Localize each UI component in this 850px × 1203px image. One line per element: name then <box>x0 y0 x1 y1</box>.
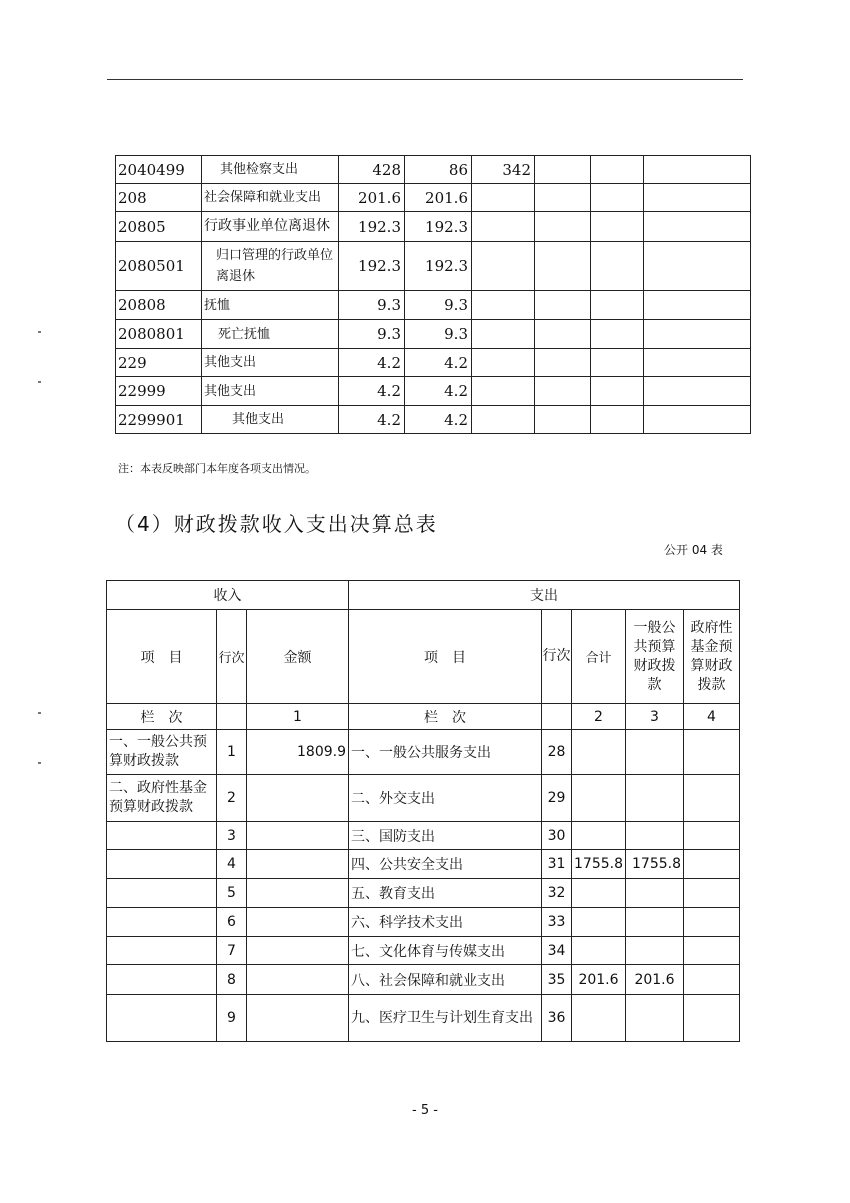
col-item: 项 目 <box>107 610 217 704</box>
expense-general <box>626 879 684 908</box>
income-rowno: 4 <box>217 850 247 879</box>
row-value-3 <box>472 377 535 406</box>
row-value-2: 9.3 <box>405 291 472 320</box>
row-value-3 <box>472 212 535 242</box>
column-index: 1 <box>247 704 349 730</box>
empty-cell <box>591 320 644 349</box>
row-value-2: 192.3 <box>405 242 472 291</box>
empty-cell <box>535 184 591 212</box>
income-item <box>107 937 217 965</box>
table-row <box>107 908 740 937</box>
col-rowno2: 行次 <box>542 610 572 704</box>
empty-cell <box>591 349 644 377</box>
income-amount <box>247 879 349 908</box>
expense-fund <box>684 730 740 775</box>
table-row <box>107 995 740 1042</box>
empty-cell <box>535 156 591 184</box>
page-number: - 5 - <box>412 1103 438 1118</box>
column-index: 2 <box>572 704 626 730</box>
expense-rowno: 31 <box>542 850 572 879</box>
expense-fund <box>684 850 740 879</box>
expense-fund <box>684 965 740 995</box>
row-value-1: 201.6 <box>339 184 405 212</box>
expenditure-detail-table <box>115 155 751 434</box>
table-row <box>116 406 751 434</box>
expense-general <box>626 937 684 965</box>
row-value-2: 201.6 <box>405 184 472 212</box>
expense-fund <box>684 937 740 965</box>
row-value-1: 4.2 <box>339 406 405 434</box>
header-row <box>107 581 740 610</box>
fiscal-appropriation-summary-table <box>106 580 740 1042</box>
income-item <box>107 995 217 1042</box>
expense-general <box>626 775 684 822</box>
header-row <box>107 610 740 704</box>
row-value-2: 4.2 <box>405 406 472 434</box>
table-row <box>116 242 751 291</box>
income-rowno: 9 <box>217 995 247 1042</box>
row-value-1: 192.3 <box>339 212 405 242</box>
col-general-budget: 一般公共预算财政拨款 <box>626 610 684 704</box>
row-value-1: 9.3 <box>339 320 405 349</box>
empty-cell <box>535 377 591 406</box>
expense-general <box>626 730 684 775</box>
row-value-1: 4.2 <box>339 377 405 406</box>
income-item <box>107 965 217 995</box>
row-value-3 <box>472 184 535 212</box>
table-note: 注：本表反映部门本年度各项支出情况。 <box>118 462 316 475</box>
row-value-1: 4.2 <box>339 349 405 377</box>
income-amount <box>247 908 349 937</box>
income-amount <box>247 995 349 1042</box>
expense-item: 三、国防支出 <box>349 822 542 850</box>
section-title: （4）财政拨款收入支出决算总表 <box>115 512 438 536</box>
table-row <box>107 937 740 965</box>
row-name: 社会保障和就业支出 <box>202 184 339 212</box>
row-value-3 <box>472 291 535 320</box>
income-rowno: 1 <box>217 730 247 775</box>
table-row <box>116 349 751 377</box>
scan-speck <box>38 381 41 383</box>
expense-item: 九、医疗卫生与计划生育支出 <box>349 995 542 1042</box>
income-rowno: 6 <box>217 908 247 937</box>
expense-general <box>626 822 684 850</box>
expense-item: 二、外交支出 <box>349 775 542 822</box>
empty-cell <box>591 291 644 320</box>
expense-item: 四、公共安全支出 <box>349 850 542 879</box>
income-header: 收入 <box>107 581 349 610</box>
income-rowno: 3 <box>217 822 247 850</box>
expense-general: 201.6 <box>626 965 684 995</box>
income-rowno: 2 <box>217 775 247 822</box>
scan-speck <box>38 762 41 764</box>
row-name: 归口管理的行政单位离退休 <box>202 242 339 291</box>
empty-cell <box>535 242 591 291</box>
table-row <box>116 377 751 406</box>
row-value-1: 192.3 <box>339 242 405 291</box>
row-code: 20805 <box>116 212 202 242</box>
income-item <box>107 822 217 850</box>
expense-rowno: 30 <box>542 822 572 850</box>
row-code: 229 <box>116 349 202 377</box>
col-government-fund: 政府性基金预算财政拨款 <box>684 610 740 704</box>
expense-item: 六、科学技术支出 <box>349 908 542 937</box>
index-row <box>107 704 740 730</box>
table-row <box>107 730 740 775</box>
income-rowno: 7 <box>217 937 247 965</box>
row-code: 208 <box>116 184 202 212</box>
expense-total: 201.6 <box>572 965 626 995</box>
empty-cell <box>644 184 751 212</box>
expense-rowno: 34 <box>542 937 572 965</box>
table-row <box>116 156 751 184</box>
row-value-3 <box>472 320 535 349</box>
row-value-3 <box>472 242 535 291</box>
expense-item: 一、一般公共服务支出 <box>349 730 542 775</box>
expense-total <box>572 775 626 822</box>
income-amount <box>247 775 349 822</box>
expense-general <box>626 908 684 937</box>
table-row <box>116 212 751 242</box>
empty-cell <box>535 406 591 434</box>
expense-item: 五、教育支出 <box>349 879 542 908</box>
expense-general: 1755.8 <box>626 850 684 879</box>
expense-rowno: 32 <box>542 879 572 908</box>
row-name: 其他支出 <box>202 377 339 406</box>
scan-speck <box>38 712 41 714</box>
row-name: 死亡抚恤 <box>202 320 339 349</box>
row-value-3: 342 <box>472 156 535 184</box>
row-value-3 <box>472 406 535 434</box>
empty-cell <box>591 184 644 212</box>
empty-cell <box>644 156 751 184</box>
income-amount <box>247 937 349 965</box>
empty-cell <box>644 377 751 406</box>
empty-cell <box>644 242 751 291</box>
expense-fund <box>684 879 740 908</box>
empty-cell <box>542 704 572 730</box>
income-amount <box>247 965 349 995</box>
table-row <box>107 850 740 879</box>
expense-fund <box>684 908 740 937</box>
lanci-label: 栏 次 <box>107 704 217 730</box>
row-code: 2299901 <box>116 406 202 434</box>
expense-total: 1755.8 <box>572 850 626 879</box>
empty-cell <box>591 377 644 406</box>
income-item <box>107 850 217 879</box>
col-item2: 项 目 <box>349 610 542 704</box>
row-value-1: 428 <box>339 156 405 184</box>
empty-cell <box>591 156 644 184</box>
expense-general <box>626 995 684 1042</box>
expense-total <box>572 937 626 965</box>
income-item: 一、一般公共预算财政拨款 <box>107 730 217 775</box>
income-item: 二、政府性基金预算财政拨款 <box>107 775 217 822</box>
income-item <box>107 879 217 908</box>
income-amount: 1809.9 <box>247 730 349 775</box>
table-row <box>107 965 740 995</box>
expense-total <box>572 822 626 850</box>
empty-cell <box>591 242 644 291</box>
expense-total <box>572 730 626 775</box>
row-code: 2080801 <box>116 320 202 349</box>
row-code: 2080501 <box>116 242 202 291</box>
table-row <box>107 822 740 850</box>
income-rowno: 8 <box>217 965 247 995</box>
table-row <box>116 291 751 320</box>
empty-cell <box>644 406 751 434</box>
column-index: 3 <box>626 704 684 730</box>
header-rule <box>107 79 743 80</box>
expense-total <box>572 995 626 1042</box>
table-number: 公开 04 表 <box>664 543 723 557</box>
row-value-1: 9.3 <box>339 291 405 320</box>
expense-fund <box>684 995 740 1042</box>
expense-total <box>572 879 626 908</box>
expense-header: 支出 <box>349 581 740 610</box>
column-index: 4 <box>684 704 740 730</box>
empty-cell <box>644 291 751 320</box>
table-row <box>116 184 751 212</box>
empty-cell <box>217 704 247 730</box>
row-value-2: 192.3 <box>405 212 472 242</box>
table-row <box>107 879 740 908</box>
expense-fund <box>684 822 740 850</box>
expense-fund <box>684 775 740 822</box>
row-value-2: 4.2 <box>405 349 472 377</box>
expense-rowno: 29 <box>542 775 572 822</box>
income-amount <box>247 822 349 850</box>
table-row <box>107 775 740 822</box>
row-name: 其他检察支出 <box>202 156 339 184</box>
col-rowno: 行次 <box>217 610 247 704</box>
empty-cell <box>535 212 591 242</box>
row-value-2: 4.2 <box>405 377 472 406</box>
col-total: 合计 <box>572 610 626 704</box>
row-code: 22999 <box>116 377 202 406</box>
lanci-label: 栏 次 <box>349 704 542 730</box>
expense-item: 八、社会保障和就业支出 <box>349 965 542 995</box>
row-name: 行政事业单位离退休 <box>202 212 339 242</box>
empty-cell <box>644 212 751 242</box>
empty-cell <box>535 349 591 377</box>
empty-cell <box>644 320 751 349</box>
row-code: 20808 <box>116 291 202 320</box>
empty-cell <box>591 212 644 242</box>
empty-cell <box>591 406 644 434</box>
expense-rowno: 28 <box>542 730 572 775</box>
table-row <box>116 320 751 349</box>
expense-rowno: 36 <box>542 995 572 1042</box>
row-value-2: 9.3 <box>405 320 472 349</box>
scan-speck <box>38 331 41 333</box>
income-item <box>107 908 217 937</box>
row-value-2: 86 <box>405 156 472 184</box>
row-value-3 <box>472 349 535 377</box>
row-code: 2040499 <box>116 156 202 184</box>
row-name: 其他支出 <box>202 349 339 377</box>
col-amount: 金额 <box>247 610 349 704</box>
empty-cell <box>535 320 591 349</box>
expense-rowno: 33 <box>542 908 572 937</box>
row-name: 其他支出 <box>202 406 339 434</box>
income-rowno: 5 <box>217 879 247 908</box>
income-amount <box>247 850 349 879</box>
empty-cell <box>644 349 751 377</box>
expense-total <box>572 908 626 937</box>
expense-rowno: 35 <box>542 965 572 995</box>
empty-cell <box>535 291 591 320</box>
expense-item: 七、文化体育与传媒支出 <box>349 937 542 965</box>
row-name: 抚恤 <box>202 291 339 320</box>
